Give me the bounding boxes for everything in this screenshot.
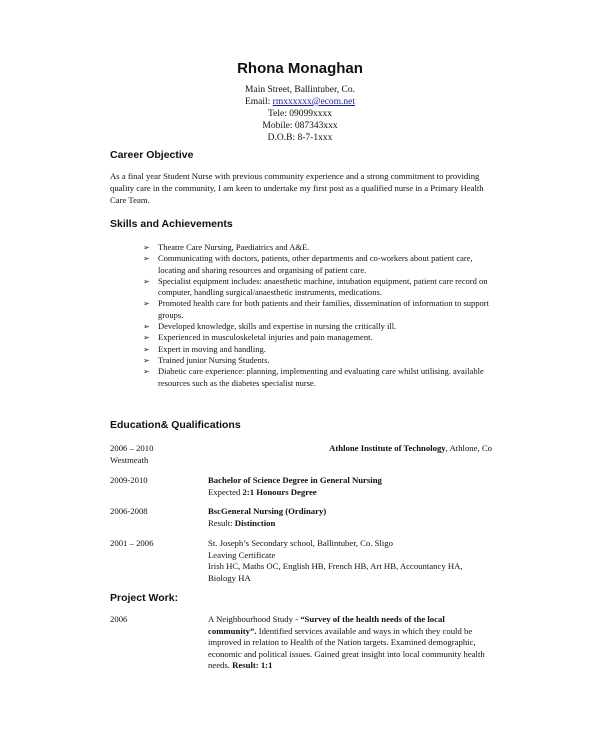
entry-date: 2009-2010	[110, 475, 148, 485]
list-item: ➢ Diabetic care experience: planning, implementing and evaluating care whilst utilising. available resources such as the diabetes specialist nurse.	[143, 366, 484, 388]
institute-line: Athlone Institute of Technology, Athlone, Co	[329, 443, 492, 453]
skills-list	[143, 242, 493, 389]
date-of-birth: D.O.B: 8-7-1xxx	[267, 133, 333, 143]
arrow-bullet-icon: ➢	[143, 243, 150, 252]
entry-date: 2006-2008	[110, 506, 148, 516]
arrow-bullet-icon: ➢	[143, 254, 150, 264]
arrow-bullet-icon: ➢	[143, 367, 150, 377]
qualification-title: BscGeneral Nursing (Ordinary)	[208, 506, 327, 516]
qualification-result: Expected 2:1 Honours Degree	[208, 486, 317, 497]
school-name: St. Joseph’s Secondary school, Ballintuber, Co. Sligo	[208, 538, 393, 548]
list-item: ➢ Trained junior Nursing Students.	[143, 354, 270, 365]
arrow-bullet-icon: ➢	[143, 276, 150, 286]
contact-block	[0, 84, 600, 144]
entry-date: 2001 – 2006	[110, 538, 154, 548]
institute-location-wrap: Westmeath	[110, 454, 149, 465]
subjects: Irish HC, Maths OC, English HB, French HB, Art HB, Accountancy HA,	[208, 561, 463, 571]
applicant-name: Rhona Monaghan	[237, 60, 363, 77]
career-objective-heading: Career Objective	[110, 149, 194, 161]
certificate: Leaving Certificate	[208, 549, 276, 560]
list-item: ➢ Expert in moving and handling.	[143, 343, 266, 354]
arrow-bullet-icon: ➢	[143, 322, 150, 332]
list-item: ➢ Theatre Care Nursing, Paediatrics and A&E.	[143, 242, 310, 252]
email-label: Email:	[244, 97, 273, 107]
arrow-bullet-icon: ➢	[143, 299, 150, 309]
mobile: Mobile: 087343xxx	[262, 121, 338, 131]
qualification-result: Result: Distinction	[208, 517, 276, 528]
career-objective-text: As a final year Student Nurse with previous community experience and a strong commitment to providing quality care in the community, I am keen to undertake my first post as a qualified nurse in a Primary Health Care Team.	[110, 171, 484, 205]
education-heading: Education& Qualifications	[110, 419, 241, 431]
arrow-bullet-icon: ➢	[143, 344, 150, 354]
address: Main Street, Ballintuber, Co.	[245, 85, 355, 95]
qualification-title: Bachelor of Science Degree in General Nursing	[208, 475, 382, 485]
project-description: A Neighbourhood Study - “Survey of the health needs of the local community”. Identified services available and ways in which they could be improved in relation to Health of the Nation targets. Examined demographic, economic and political issues. Gained great insight into local community health needs. Result: 1:1	[208, 614, 485, 670]
list-item: ➢ Communicating with doctors, patients, other departments and co-workers about patient care, locating and sharing resources and organising of patient care.	[143, 253, 473, 275]
email-line	[0, 96, 600, 108]
list-item: ➢ Promoted health care for both patients and their families, dissemination of information to support groups.	[143, 298, 489, 320]
list-item: ➢ Developed knowledge, skills and expertise in nursing the critically ill.	[143, 321, 397, 332]
telephone: Tele: 09099xxxx	[268, 109, 332, 119]
subjects: Biology HA	[208, 572, 251, 583]
arrow-bullet-icon: ➢	[143, 333, 150, 343]
entry-date: 2006	[110, 614, 128, 624]
email-link[interactable]: rmxxxxxx@ecom.net	[272, 97, 356, 107]
entry-date: 2006 – 2010	[110, 443, 154, 453]
project-heading: Project Work:	[110, 592, 179, 604]
arrow-bullet-icon: ➢	[143, 355, 150, 365]
list-item: ➢ Specialist equipment includes: anaesthetic machine, intubation equipment, patient care record on computer, handling surgical/anaesthetic instruments, medications.	[143, 275, 488, 298]
list-item: ➢ Experienced in musculoskeletal injuries and pain management.	[143, 332, 373, 343]
skills-heading: Skills and Achievements	[110, 218, 233, 230]
